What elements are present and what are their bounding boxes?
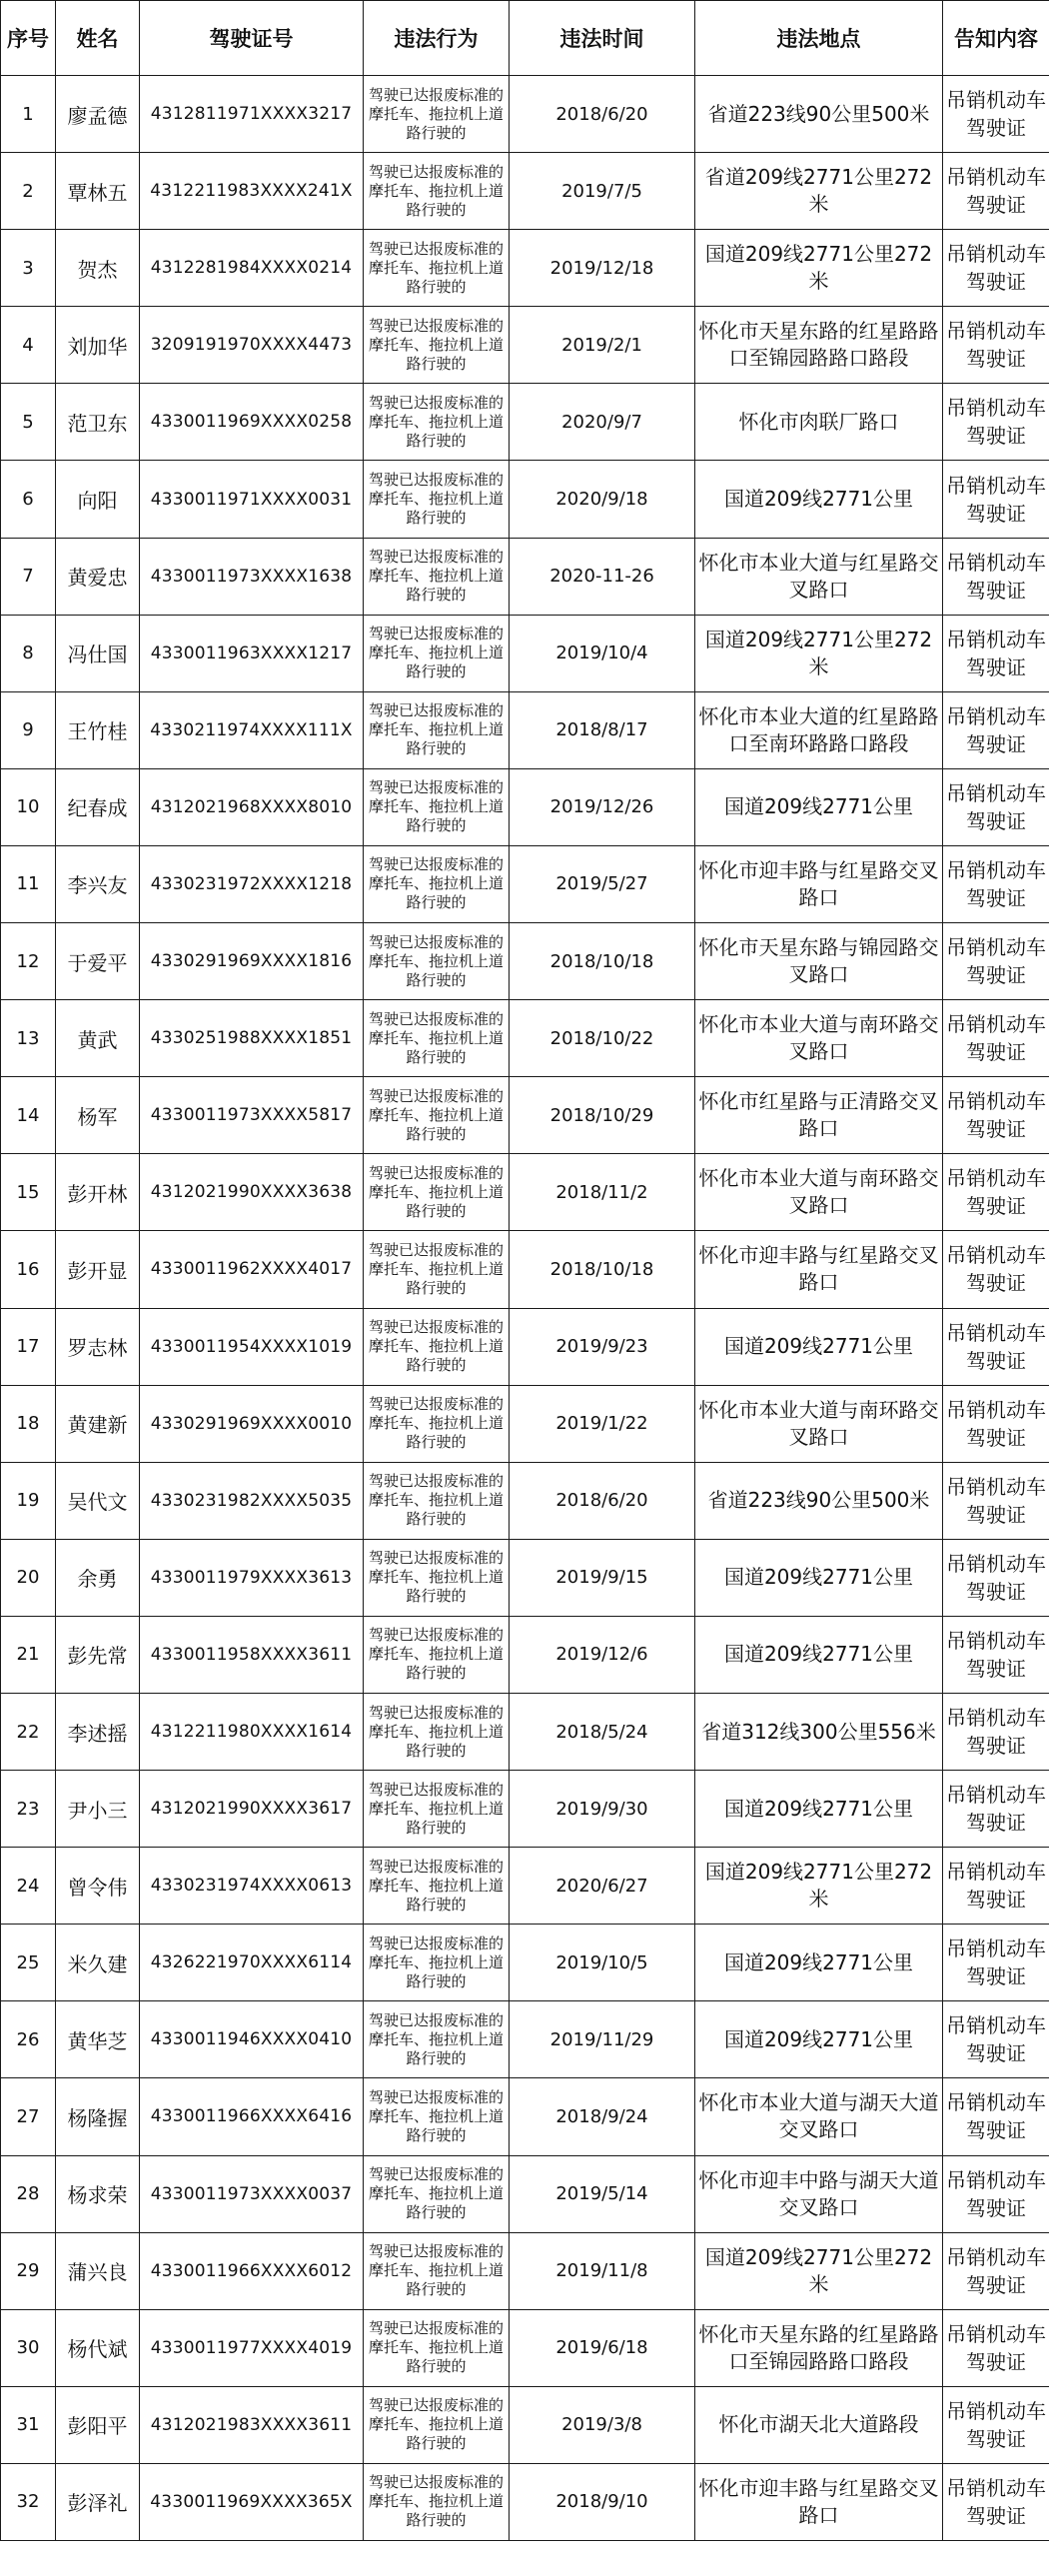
name-cell: 黄华芝: [56, 2001, 140, 2078]
license-cell: 4312811971XXXX3217: [140, 76, 364, 153]
seq-cell: 31: [1, 2386, 56, 2463]
notice-cell: 吊销机动车驾驶证: [943, 230, 1049, 307]
seq-cell: 18: [1, 1385, 56, 1462]
table-row: [1, 1154, 1049, 1231]
location-cell: 怀化市天星东路与锦园路交叉路口: [695, 923, 943, 1000]
name-cell: 黄爱忠: [56, 538, 140, 615]
name-cell: 吴代文: [56, 1462, 140, 1539]
location-cell: 怀化市本业大道与南环路交叉路口: [695, 1385, 943, 1462]
name-cell: 尹小三: [56, 1771, 140, 1848]
license-cell: 4330011954XXXX1019: [140, 1308, 364, 1385]
time-cell: 2019/11/8: [510, 2232, 695, 2309]
notice-cell: 吊销机动车驾驶证: [943, 538, 1049, 615]
table-row: [1, 230, 1049, 307]
location-cell: 怀化市红星路与正清路交叉路口: [695, 1077, 943, 1154]
time-cell: 2020/6/27: [510, 1848, 695, 1925]
violation-cell: 驾驶已达报废标准的摩托车、拖拉机上道路行驶的: [364, 2232, 510, 2309]
name-cell: 纪春成: [56, 768, 140, 845]
violation-cell: 驾驶已达报废标准的摩托车、拖拉机上道路行驶的: [364, 1616, 510, 1693]
location-cell: 怀化市本业大道的红星路路口至南环路路口路段: [695, 691, 943, 768]
table-row: [1, 1925, 1049, 2001]
violation-cell: 驾驶已达报废标准的摩托车、拖拉机上道路行驶的: [364, 2309, 510, 2386]
table-header: [1, 1, 1049, 76]
table-row: [1, 1385, 1049, 1462]
location-cell: 省道312线300公里556米: [695, 1693, 943, 1770]
seq-cell: 10: [1, 768, 56, 845]
time-cell: 2019/11/29: [510, 2001, 695, 2078]
notice-cell: 吊销机动车驾驶证: [943, 1308, 1049, 1385]
table-row: [1, 1462, 1049, 1539]
license-cell: 4312281984XXXX0214: [140, 230, 364, 307]
violation-cell: 驾驶已达报废标准的摩托车、拖拉机上道路行驶的: [364, 307, 510, 384]
name-cell: 杨代斌: [56, 2309, 140, 2386]
name-cell: 冯仕国: [56, 615, 140, 691]
location-cell: 省道223线90公里500米: [695, 76, 943, 153]
license-cell: 4330011958XXXX3611: [140, 1616, 364, 1693]
name-cell: 黄武: [56, 1000, 140, 1077]
seq-cell: 25: [1, 1925, 56, 2001]
notice-cell: 吊销机动车驾驶证: [943, 2463, 1049, 2540]
seq-cell: 20: [1, 1539, 56, 1616]
license-cell: 4330011971XXXX0031: [140, 461, 364, 538]
header-time: 违法时间: [510, 1, 695, 76]
name-cell: 刘加华: [56, 307, 140, 384]
seq-cell: 8: [1, 615, 56, 691]
location-cell: 国道209线2771公里: [695, 1616, 943, 1693]
seq-cell: 15: [1, 1154, 56, 1231]
time-cell: 2019/5/27: [510, 845, 695, 922]
location-cell: 怀化市本业大道与湖天大道交叉路口: [695, 2078, 943, 2155]
violation-cell: 驾驶已达报废标准的摩托车、拖拉机上道路行驶的: [364, 1231, 510, 1308]
table-row: [1, 307, 1049, 384]
violation-cell: 驾驶已达报废标准的摩托车、拖拉机上道路行驶的: [364, 2078, 510, 2155]
license-cell: 4330011962XXXX4017: [140, 1231, 364, 1308]
name-cell: 曾令伟: [56, 1848, 140, 1925]
seq-cell: 12: [1, 923, 56, 1000]
table-row: [1, 1616, 1049, 1693]
notice-cell: 吊销机动车驾驶证: [943, 461, 1049, 538]
header-notice: 告知内容: [943, 1, 1049, 76]
location-cell: 国道209线2771公里: [695, 1539, 943, 1616]
table-row: [1, 1539, 1049, 1616]
time-cell: 2019/2/1: [510, 307, 695, 384]
notice-cell: 吊销机动车驾驶证: [943, 1771, 1049, 1848]
notice-cell: 吊销机动车驾驶证: [943, 615, 1049, 691]
seq-cell: 11: [1, 845, 56, 922]
location-cell: 怀化市肉联厂路口: [695, 384, 943, 461]
license-cell: 4330291969XXXX1816: [140, 923, 364, 1000]
name-cell: 彭先常: [56, 1616, 140, 1693]
table-row: [1, 2001, 1049, 2078]
name-cell: 向阳: [56, 461, 140, 538]
time-cell: 2019/12/6: [510, 1616, 695, 1693]
time-cell: 2018/11/2: [510, 1154, 695, 1231]
location-cell: 怀化市本业大道与南环路交叉路口: [695, 1000, 943, 1077]
notice-cell: 吊销机动车驾驶证: [943, 76, 1049, 153]
name-cell: 李兴友: [56, 845, 140, 922]
table-body: [1, 76, 1049, 2541]
table-row: [1, 691, 1049, 768]
notice-cell: 吊销机动车驾驶证: [943, 2232, 1049, 2309]
violation-cell: 驾驶已达报废标准的摩托车、拖拉机上道路行驶的: [364, 845, 510, 922]
header-location: 违法地点: [695, 1, 943, 76]
time-cell: 2018/6/20: [510, 1462, 695, 1539]
header-name: 姓名: [56, 1, 140, 76]
table-row: [1, 538, 1049, 615]
notice-cell: 吊销机动车驾驶证: [943, 2001, 1049, 2078]
time-cell: 2019/7/5: [510, 153, 695, 230]
seq-cell: 32: [1, 2463, 56, 2540]
violation-cell: 驾驶已达报废标准的摩托车、拖拉机上道路行驶的: [364, 1308, 510, 1385]
violation-cell: 驾驶已达报废标准的摩托车、拖拉机上道路行驶的: [364, 1385, 510, 1462]
location-cell: 怀化市迎丰路与红星路交叉路口: [695, 1231, 943, 1308]
notice-cell: 吊销机动车驾驶证: [943, 1925, 1049, 2001]
time-cell: 2018/10/22: [510, 1000, 695, 1077]
time-cell: 2019/10/5: [510, 1925, 695, 2001]
time-cell: 2019/9/15: [510, 1539, 695, 1616]
notice-cell: 吊销机动车驾驶证: [943, 1616, 1049, 1693]
location-cell: 国道209线2771公里: [695, 1925, 943, 2001]
seq-cell: 30: [1, 2309, 56, 2386]
time-cell: 2018/10/18: [510, 1231, 695, 1308]
location-cell: 怀化市迎丰中路与湖天大道交叉路口: [695, 2155, 943, 2232]
seq-cell: 26: [1, 2001, 56, 2078]
violation-cell: 驾驶已达报废标准的摩托车、拖拉机上道路行驶的: [364, 923, 510, 1000]
violation-cell: 驾驶已达报废标准的摩托车、拖拉机上道路行驶的: [364, 1462, 510, 1539]
time-cell: 2018/10/29: [510, 1077, 695, 1154]
seq-cell: 6: [1, 461, 56, 538]
seq-cell: 1: [1, 76, 56, 153]
notice-cell: 吊销机动车驾驶证: [943, 2078, 1049, 2155]
time-cell: 2018/5/24: [510, 1693, 695, 1770]
name-cell: 覃林五: [56, 153, 140, 230]
license-cell: 4330011973XXXX5817: [140, 1077, 364, 1154]
notice-cell: 吊销机动车驾驶证: [943, 1693, 1049, 1770]
violation-cell: 驾驶已达报废标准的摩托车、拖拉机上道路行驶的: [364, 1925, 510, 2001]
violation-cell: 驾驶已达报废标准的摩托车、拖拉机上道路行驶的: [364, 768, 510, 845]
name-cell: 廖孟德: [56, 76, 140, 153]
notice-cell: 吊销机动车驾驶证: [943, 1154, 1049, 1231]
license-cell: 4312021990XXXX3638: [140, 1154, 364, 1231]
notice-cell: 吊销机动车驾驶证: [943, 307, 1049, 384]
table-row: [1, 384, 1049, 461]
name-cell: 李述摇: [56, 1693, 140, 1770]
notice-cell: 吊销机动车驾驶证: [943, 2155, 1049, 2232]
seq-cell: 16: [1, 1231, 56, 1308]
table-row: [1, 1771, 1049, 1848]
time-cell: 2019/5/14: [510, 2155, 695, 2232]
seq-cell: 28: [1, 2155, 56, 2232]
license-cell: 4330011946XXXX0410: [140, 2001, 364, 2078]
license-cell: 4330011979XXXX3613: [140, 1539, 364, 1616]
seq-cell: 9: [1, 691, 56, 768]
table-row: [1, 845, 1049, 922]
table-row: [1, 1000, 1049, 1077]
violation-cell: 驾驶已达报废标准的摩托车、拖拉机上道路行驶的: [364, 461, 510, 538]
time-cell: 2020/9/7: [510, 384, 695, 461]
violation-cell: 驾驶已达报废标准的摩托车、拖拉机上道路行驶的: [364, 538, 510, 615]
name-cell: 范卫东: [56, 384, 140, 461]
name-cell: 彭泽礼: [56, 2463, 140, 2540]
table-row: [1, 2386, 1049, 2463]
seq-cell: 22: [1, 1693, 56, 1770]
notice-cell: 吊销机动车驾驶证: [943, 768, 1049, 845]
notice-cell: 吊销机动车驾驶证: [943, 384, 1049, 461]
license-cell: 4330011977XXXX4019: [140, 2309, 364, 2386]
table-row: [1, 2078, 1049, 2155]
location-cell: 国道209线2771公里: [695, 1308, 943, 1385]
header-seq: 序号: [1, 1, 56, 76]
time-cell: 2019/9/23: [510, 1308, 695, 1385]
license-cell: 4330231982XXXX5035: [140, 1462, 364, 1539]
table-row: [1, 2463, 1049, 2540]
violation-cell: 驾驶已达报废标准的摩托车、拖拉机上道路行驶的: [364, 384, 510, 461]
time-cell: 2019/12/18: [510, 230, 695, 307]
name-cell: 杨隆握: [56, 2078, 140, 2155]
location-cell: 国道209线2771公里272米: [695, 1848, 943, 1925]
seq-cell: 23: [1, 1771, 56, 1848]
license-cell: 4330011966XXXX6012: [140, 2232, 364, 2309]
license-cell: 4330251988XXXX1851: [140, 1000, 364, 1077]
table-row: [1, 1693, 1049, 1770]
table-row: [1, 2309, 1049, 2386]
time-cell: 2019/12/26: [510, 768, 695, 845]
time-cell: 2018/8/17: [510, 691, 695, 768]
violation-cell: 驾驶已达报废标准的摩托车、拖拉机上道路行驶的: [364, 1154, 510, 1231]
location-cell: 怀化市天星东路的红星路路口至锦园路路口路段: [695, 2309, 943, 2386]
time-cell: 2019/6/18: [510, 2309, 695, 2386]
seq-cell: 7: [1, 538, 56, 615]
location-cell: 怀化市本业大道与红星路交叉路口: [695, 538, 943, 615]
location-cell: 国道209线2771公里272米: [695, 615, 943, 691]
seq-cell: 5: [1, 384, 56, 461]
table-row: [1, 2155, 1049, 2232]
notice-cell: 吊销机动车驾驶证: [943, 923, 1049, 1000]
seq-cell: 2: [1, 153, 56, 230]
seq-cell: 29: [1, 2232, 56, 2309]
location-cell: 怀化市湖天北大道路段: [695, 2386, 943, 2463]
license-cell: 3209191970XXXX4473: [140, 307, 364, 384]
notice-cell: 吊销机动车驾驶证: [943, 2386, 1049, 2463]
location-cell: 国道209线2771公里: [695, 461, 943, 538]
notice-cell: 吊销机动车驾驶证: [943, 2309, 1049, 2386]
violation-cell: 驾驶已达报废标准的摩托车、拖拉机上道路行驶的: [364, 2001, 510, 2078]
violation-cell: 驾驶已达报废标准的摩托车、拖拉机上道路行驶的: [364, 230, 510, 307]
time-cell: 2018/10/18: [510, 923, 695, 1000]
table-row: [1, 2232, 1049, 2309]
table-row: [1, 461, 1049, 538]
seq-cell: 19: [1, 1462, 56, 1539]
license-cell: 4330231972XXXX1218: [140, 845, 364, 922]
table-row: [1, 76, 1049, 153]
name-cell: 米久建: [56, 1925, 140, 2001]
location-cell: 怀化市迎丰路与红星路交叉路口: [695, 845, 943, 922]
time-cell: 2020/9/18: [510, 461, 695, 538]
location-cell: 国道209线2771公里272米: [695, 2232, 943, 2309]
location-cell: 国道209线2771公里: [695, 1771, 943, 1848]
license-cell: 4330011966XXXX6416: [140, 2078, 364, 2155]
violation-cell: 驾驶已达报废标准的摩托车、拖拉机上道路行驶的: [364, 691, 510, 768]
license-cell: 4330011973XXXX0037: [140, 2155, 364, 2232]
time-cell: 2020-11-26: [510, 538, 695, 615]
license-cell: 4312021983XXXX3611: [140, 2386, 364, 2463]
license-cell: 4330011973XXXX1638: [140, 538, 364, 615]
notice-cell: 吊销机动车驾驶证: [943, 1462, 1049, 1539]
notice-cell: 吊销机动车驾驶证: [943, 691, 1049, 768]
seq-cell: 3: [1, 230, 56, 307]
header-row: [1, 1, 1049, 76]
violation-cell: 驾驶已达报废标准的摩托车、拖拉机上道路行驶的: [364, 1771, 510, 1848]
time-cell: 2018/9/10: [510, 2463, 695, 2540]
name-cell: 余勇: [56, 1539, 140, 1616]
license-cell: 4312021990XXXX3617: [140, 1771, 364, 1848]
seq-cell: 21: [1, 1616, 56, 1693]
table-row: [1, 615, 1049, 691]
license-cell: 4330011969XXXX0258: [140, 384, 364, 461]
table-row: [1, 768, 1049, 845]
location-cell: 省道223线90公里500米: [695, 1462, 943, 1539]
table-row: [1, 1231, 1049, 1308]
notice-cell: 吊销机动车驾驶证: [943, 845, 1049, 922]
license-cell: 4312211980XXXX1614: [140, 1693, 364, 1770]
location-cell: 怀化市迎丰路与红星路交叉路口: [695, 2463, 943, 2540]
notice-cell: 吊销机动车驾驶证: [943, 1077, 1049, 1154]
name-cell: 彭开显: [56, 1231, 140, 1308]
location-cell: 省道209线2771公里272米: [695, 153, 943, 230]
time-cell: 2019/10/4: [510, 615, 695, 691]
table-row: [1, 1077, 1049, 1154]
violation-cell: 驾驶已达报废标准的摩托车、拖拉机上道路行驶的: [364, 153, 510, 230]
seq-cell: 24: [1, 1848, 56, 1925]
seq-cell: 27: [1, 2078, 56, 2155]
location-cell: 国道209线2771公里: [695, 2001, 943, 2078]
name-cell: 贺杰: [56, 230, 140, 307]
name-cell: 彭阳平: [56, 2386, 140, 2463]
time-cell: 2018/9/24: [510, 2078, 695, 2155]
seq-cell: 17: [1, 1308, 56, 1385]
name-cell: 于爱平: [56, 923, 140, 1000]
name-cell: 杨军: [56, 1077, 140, 1154]
license-cell: 4330231974XXXX0613: [140, 1848, 364, 1925]
header-violation: 违法行为: [364, 1, 510, 76]
violation-cell: 驾驶已达报废标准的摩托车、拖拉机上道路行驶的: [364, 76, 510, 153]
location-cell: 怀化市天星东路的红星路路口至锦园路路口路段: [695, 307, 943, 384]
table-row: [1, 1308, 1049, 1385]
name-cell: 王竹桂: [56, 691, 140, 768]
location-cell: 国道209线2771公里272米: [695, 230, 943, 307]
header-license: 驾驶证号: [140, 1, 364, 76]
name-cell: 蒲兴良: [56, 2232, 140, 2309]
table-row: [1, 923, 1049, 1000]
violation-cell: 驾驶已达报废标准的摩托车、拖拉机上道路行驶的: [364, 1077, 510, 1154]
notice-cell: 吊销机动车驾驶证: [943, 1385, 1049, 1462]
notice-cell: 吊销机动车驾驶证: [943, 1000, 1049, 1077]
notice-cell: 吊销机动车驾驶证: [943, 1848, 1049, 1925]
license-cell: 4312211983XXXX241X: [140, 153, 364, 230]
name-cell: 彭开林: [56, 1154, 140, 1231]
notice-cell: 吊销机动车驾驶证: [943, 1231, 1049, 1308]
table-row: [1, 1848, 1049, 1925]
license-cell: 4330011963XXXX1217: [140, 615, 364, 691]
violation-cell: 驾驶已达报废标准的摩托车、拖拉机上道路行驶的: [364, 2386, 510, 2463]
location-cell: 国道209线2771公里: [695, 768, 943, 845]
notice-cell: 吊销机动车驾驶证: [943, 153, 1049, 230]
violation-cell: 驾驶已达报废标准的摩托车、拖拉机上道路行驶的: [364, 615, 510, 691]
violation-cell: 驾驶已达报废标准的摩托车、拖拉机上道路行驶的: [364, 1000, 510, 1077]
time-cell: 2018/6/20: [510, 76, 695, 153]
license-cell: 4330291969XXXX0010: [140, 1385, 364, 1462]
violation-cell: 驾驶已达报废标准的摩托车、拖拉机上道路行驶的: [364, 1848, 510, 1925]
name-cell: 杨求荣: [56, 2155, 140, 2232]
violation-cell: 驾驶已达报废标准的摩托车、拖拉机上道路行驶的: [364, 1693, 510, 1770]
seq-cell: 4: [1, 307, 56, 384]
violation-cell: 驾驶已达报废标准的摩托车、拖拉机上道路行驶的: [364, 1539, 510, 1616]
license-cell: 4326221970XXXX6114: [140, 1925, 364, 2001]
name-cell: 黄建新: [56, 1385, 140, 1462]
license-cell: 4330211974XXXX111X: [140, 691, 364, 768]
location-cell: 怀化市本业大道与南环路交叉路口: [695, 1154, 943, 1231]
time-cell: 2019/9/30: [510, 1771, 695, 1848]
table-row: [1, 153, 1049, 230]
violation-cell: 驾驶已达报废标准的摩托车、拖拉机上道路行驶的: [364, 2463, 510, 2540]
notice-cell: 吊销机动车驾驶证: [943, 1539, 1049, 1616]
violation-cell: 驾驶已达报废标准的摩托车、拖拉机上道路行驶的: [364, 2155, 510, 2232]
time-cell: 2019/1/22: [510, 1385, 695, 1462]
seq-cell: 14: [1, 1077, 56, 1154]
seq-cell: 13: [1, 1000, 56, 1077]
name-cell: 罗志林: [56, 1308, 140, 1385]
time-cell: 2019/3/8: [510, 2386, 695, 2463]
license-cell: 4330011969XXXX365X: [140, 2463, 364, 2540]
license-cell: 4312021968XXXX8010: [140, 768, 364, 845]
